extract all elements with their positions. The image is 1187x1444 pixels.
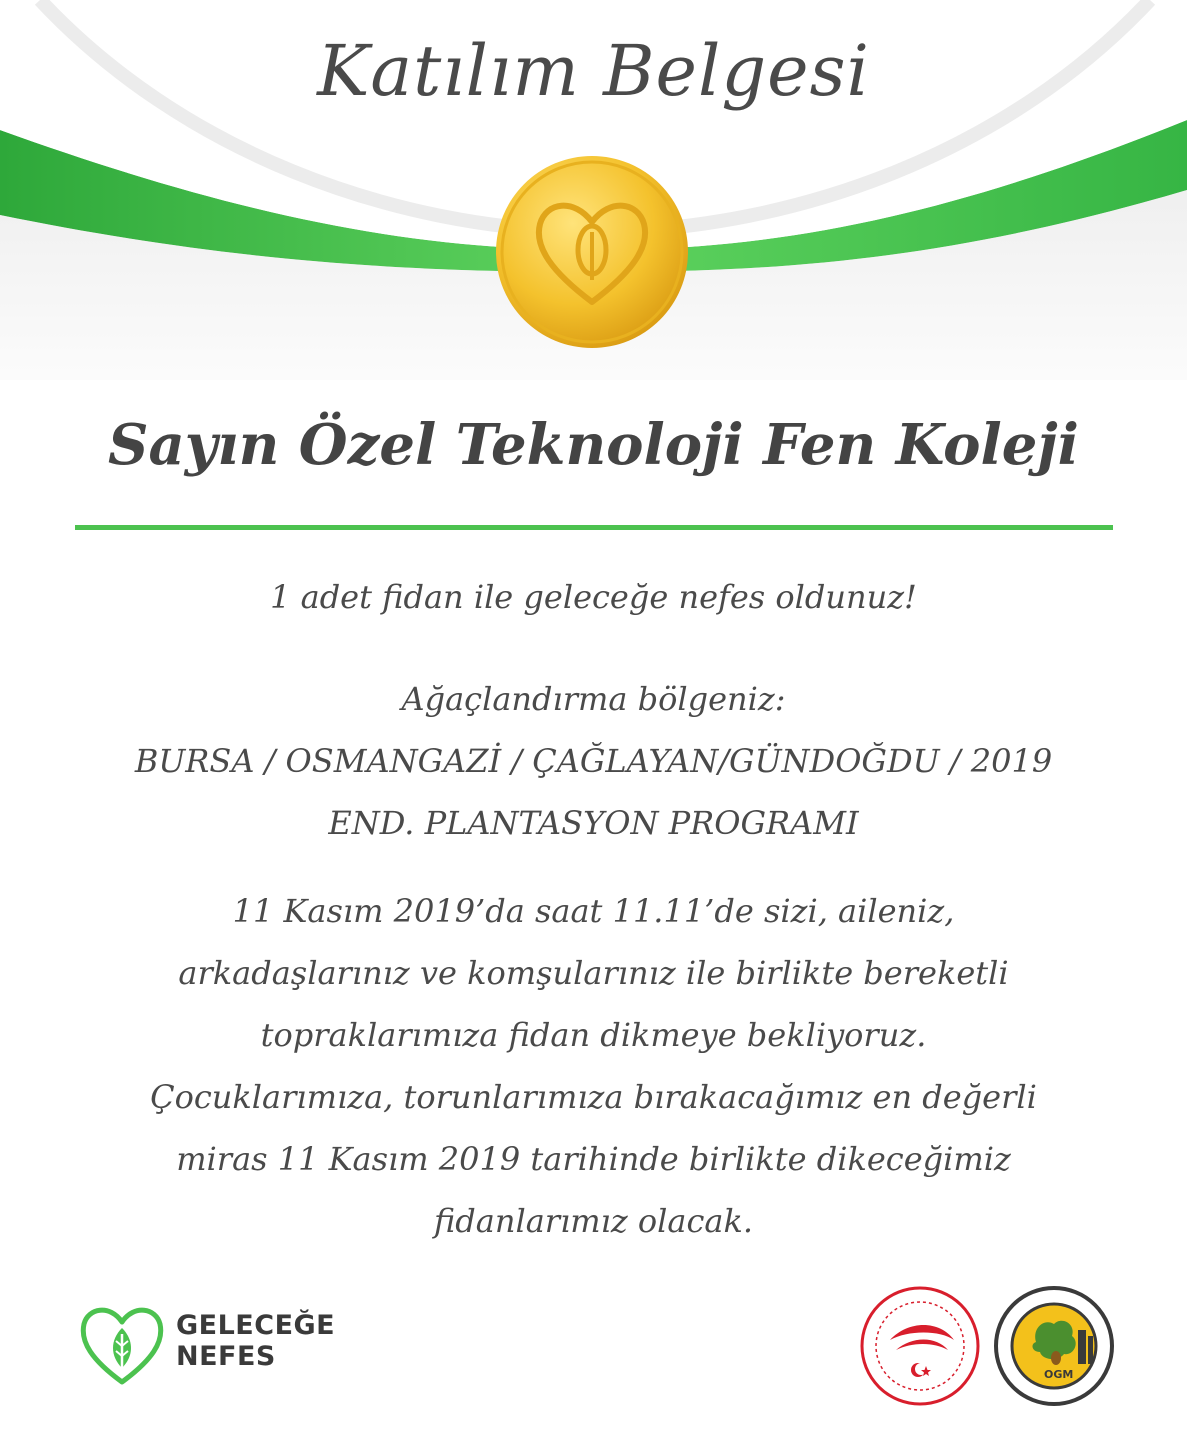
ogm-seal-icon — [992, 1284, 1116, 1408]
certificate-title: Katılım Belgesi — [317, 30, 870, 112]
heart-leaf-logo-icon — [76, 1298, 168, 1388]
message-line: topraklarımıza fidan dikmeye bekliyoruz. — [260, 1016, 927, 1054]
divider-line — [75, 525, 1113, 530]
recipient-name: Sayın Özel Teknoloji Fen Koleji — [108, 412, 1079, 478]
brand-name — [176, 1310, 335, 1372]
region-label: Ağaçlandırma bölgeniz: — [401, 680, 786, 718]
medal-icon — [492, 152, 692, 352]
message-line: arkadaşlarınız ve komşularınız ile birlikte bereketli — [178, 954, 1009, 992]
ministry-seal-icon — [858, 1284, 982, 1408]
message-line: Çocuklarımıza, torunlarımıza bırakacağımız en değerli — [150, 1078, 1037, 1116]
message-line: fidanlarımız olacak. — [433, 1202, 754, 1240]
region-line-2: END. PLANTASYON PROGRAMI — [328, 804, 859, 842]
afforestation-region — [60, 668, 1127, 854]
seedling-message: 1 adet fidan ile geleceğe nefes oldunuz! — [270, 578, 917, 616]
invitation-message — [60, 880, 1127, 1252]
brand-line-1: GELECEĞE — [176, 1310, 336, 1341]
message-line: miras 11 Kasım 2019 tarihinde birlikte dikeceğimiz — [176, 1140, 1011, 1178]
brand-line-2: NEFES — [176, 1341, 276, 1372]
message-line: 11 Kasım 2019’da saat 11.11’de sizi, aileniz, — [232, 892, 955, 930]
ogm-abbr: OGM — [1044, 1368, 1074, 1381]
region-line-1: BURSA / OSMANGAZİ / ÇAĞLAYAN/GÜNDOĞDU / 2019 — [134, 742, 1053, 780]
